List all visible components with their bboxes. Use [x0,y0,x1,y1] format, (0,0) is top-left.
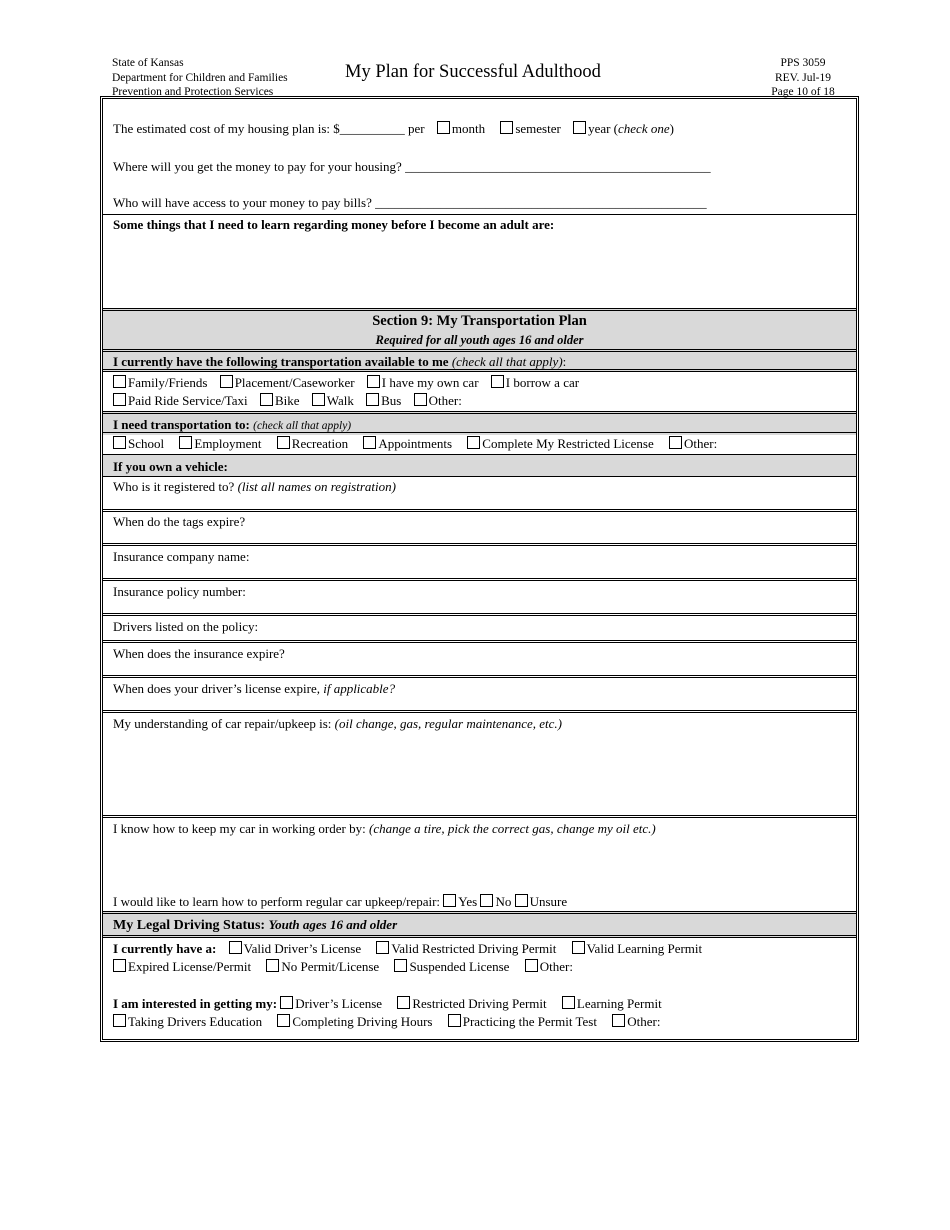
legal-status-header: My Legal Driving Status: Youth ages 16 and older [103,911,856,938]
registered-label: Who is it registered to? [113,479,235,494]
agency-header [112,56,288,100]
form-revision: REV. Jul-19 [774,71,832,84]
checkbox-month[interactable]: month [437,121,497,136]
transport-need-header: I need transportation to: (check all that apply) [103,411,856,435]
keep-working-label: I know how to keep my car in working order by: [113,821,366,836]
checkbox-icon [113,959,126,972]
section-9-title: Section 9: My Transportation Plan [372,313,587,329]
checkbox-other-interest[interactable]: Other: [612,1014,660,1029]
housing-cost-line: The estimated cost of my housing plan is: $__________ per month semester year (check one) [113,121,674,136]
repair-understanding-label: My understanding of car repair/upkeep is: [113,716,332,731]
drivers-listed-label: Drivers listed on the policy: [113,619,259,634]
money-source-field[interactable]: Where will you get the money to pay for your housing? _______________________________________________ [113,159,711,174]
checkbox-icon [443,894,456,907]
registered-field[interactable]: Who is it registered to? (list all names on registration) [103,476,856,510]
checkbox-borrow-car[interactable]: I borrow a car [491,375,579,390]
checkbox-year[interactable]: year (check one) [573,121,674,136]
insurance-company-field[interactable] [103,543,856,581]
checkbox-drivers-education[interactable]: Taking Drivers Education [113,1014,274,1029]
form-number: PPS 3059 [780,57,826,69]
learn-upkeep-label: I would like to learn how to perform regular car upkeep/repair: [113,894,441,909]
checkbox-icon [280,996,293,1009]
checkbox-icon [480,894,493,907]
insurance-expire-field[interactable] [103,640,856,678]
checkbox-icon [669,436,682,449]
transport-available-header: I currently have the following transportation available to me (check all that apply): [103,349,856,372]
transport-need-label: I need transportation to: [113,417,250,432]
checkbox-icon [573,121,586,134]
section-9-header [103,308,856,352]
transport-need-options [103,432,856,455]
checkbox-icon [448,1014,461,1027]
checkbox-employment[interactable]: Employment [179,436,273,451]
form-info [760,56,846,100]
checkbox-icon [437,121,450,134]
checkbox-no-permit[interactable]: No Permit/License [266,959,391,974]
agency-state: State of Kansas [112,57,184,69]
checkbox-icon [113,393,126,406]
checkbox-icon [363,436,376,449]
vehicle-header [103,454,856,477]
checkbox-bus[interactable]: Bus [366,393,410,408]
checkbox-other-status[interactable]: Other: [525,959,573,974]
page-title: My Plan for Successful Adulthood [345,62,601,82]
checkbox-upkeep-unsure[interactable]: Unsure [515,894,568,909]
housing-money-block [103,99,856,214]
agency-department: Department for Children and Families [112,71,288,84]
checkbox-icon [113,1014,126,1027]
checkbox-paid-ride[interactable]: Paid Ride Service/Taxi [113,393,257,408]
checkbox-icon [414,393,427,406]
checkbox-expired-license[interactable]: Expired License/Permit [113,959,263,974]
checkbox-bike[interactable]: Bike [260,393,309,408]
checkbox-icon [612,1014,625,1027]
section-9-subtitle: Required for all youth ages 16 and older [375,333,584,347]
checkbox-icon [515,894,528,907]
checkbox-upkeep-no[interactable]: No [480,894,511,909]
checkbox-icon [525,959,538,972]
checkbox-icon [491,375,504,388]
checkbox-appointments[interactable]: Appointments [363,436,464,451]
policy-number-label: Insurance policy number: [113,584,246,599]
agency-division: Prevention and Protection Services [112,86,274,98]
checkbox-valid-restricted-permit[interactable]: Valid Restricted Driving Permit [376,941,568,956]
checkbox-school[interactable]: School [113,436,176,451]
checkbox-icon [467,436,480,449]
checkbox-suspended-license[interactable]: Suspended License [394,959,521,974]
vehicle-heading: If you own a vehicle: [113,459,228,474]
checkbox-icon [220,375,233,388]
keep-working-field[interactable]: I know how to keep my car in working order by: (change a tire, pick the correct gas, change my oil etc.) I would like to learn how to perform regular car upkeep/repair: Yes No Unsure [103,815,856,914]
checkbox-interest-learning-permit[interactable]: Learning Permit [562,996,662,1011]
checkbox-walk[interactable]: Walk [312,393,363,408]
checkbox-icon [179,436,192,449]
checkbox-icon [260,393,273,406]
checkbox-upkeep-yes[interactable]: Yes [443,894,477,909]
checkbox-family-friends[interactable]: Family/Friends [113,375,216,390]
checkbox-icon [367,375,380,388]
checkbox-icon [266,959,279,972]
policy-number-field[interactable] [103,578,856,616]
form-table [102,98,857,1040]
checkbox-icon [397,996,410,1009]
checkbox-icon [277,436,290,449]
checkbox-icon [500,121,513,134]
insurance-company-label: Insurance company name: [113,549,250,564]
money-learn-field[interactable] [103,214,856,309]
page-number: Page 10 of 18 [771,86,835,98]
license-expire-label: When does your driver’s license expire [113,681,317,696]
currently-have-label: I currently have a: [113,941,217,956]
tags-expire-label: When do the tags expire? [113,514,246,529]
checkbox-valid-license[interactable]: Valid Driver’s License [229,941,373,956]
checkbox-icon [113,436,126,449]
license-expire-field[interactable]: When does your driver’s license expire, if applicable? [103,675,856,713]
checkbox-icon [113,375,126,388]
checkbox-icon [229,941,242,954]
checkbox-driving-hours[interactable]: Completing Driving Hours [277,1014,444,1029]
checkbox-semester[interactable]: semester [500,121,569,136]
money-learn-label: Some things that I need to learn regarding money before I become an adult are: [113,217,555,232]
checkbox-other-transport[interactable]: Other: [414,393,462,408]
drivers-listed-field[interactable] [103,613,856,643]
legal-status-options [103,935,856,1042]
checkbox-icon [572,941,585,954]
insurance-expire-label: When does the insurance expire? [113,646,285,661]
checkbox-valid-learning-permit[interactable]: Valid Learning Permit [572,941,703,956]
checkbox-icon [277,1014,290,1027]
money-access-field[interactable]: Who will have access to your money to pay bills? ___________________________________________________ [113,195,707,210]
checkbox-recreation[interactable]: Recreation [277,436,360,451]
checkbox-icon [312,393,325,406]
checkbox-own-car[interactable]: I have my own car [367,375,488,390]
transport-available-label: I currently have the following transportation available to me [113,354,449,369]
checkbox-interest-restricted-permit[interactable]: Restricted Driving Permit [397,996,558,1011]
checkbox-icon [376,941,389,954]
tags-expire-field[interactable] [103,509,856,546]
checkbox-permit-test[interactable]: Practicing the Permit Test [448,1014,609,1029]
repair-understanding-field[interactable]: My understanding of car repair/upkeep is: (oil change, gas, regular maintenance, etc.) [103,710,856,818]
checkbox-interest-license[interactable]: Driver’s License [280,996,394,1011]
legal-status-heading: My Legal Driving Status: [113,918,266,933]
checkbox-placement-caseworker[interactable]: Placement/Caseworker [220,375,364,390]
checkbox-icon [394,959,407,972]
interested-label: I am interested in getting my: [113,996,278,1011]
transport-available-options [103,369,856,414]
checkbox-icon [366,393,379,406]
checkbox-other-need[interactable]: Other: [669,436,717,451]
checkbox-icon [562,996,575,1009]
checkbox-restricted-license[interactable]: Complete My Restricted License [467,436,665,451]
